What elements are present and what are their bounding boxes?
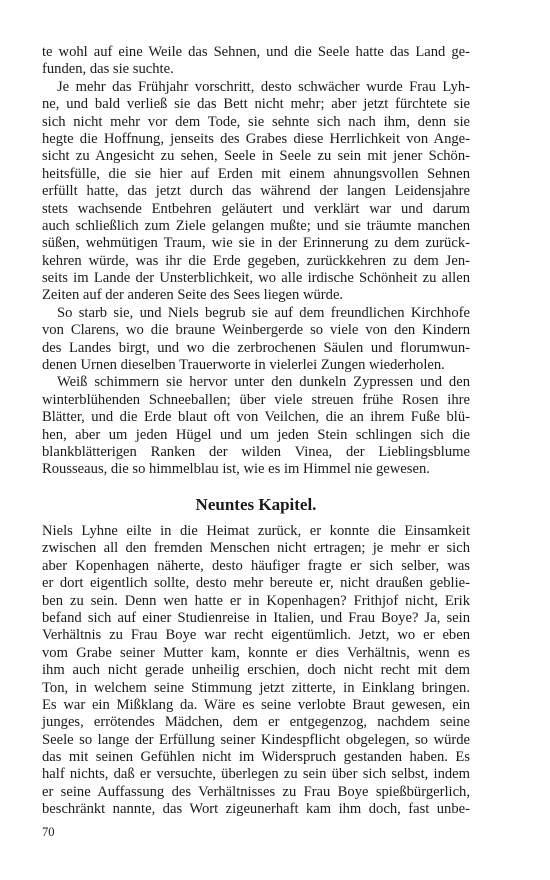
text-line: hen, aber um jeden Hügel und um jeden Stein schlingen sich die [42, 426, 470, 443]
text-line: Blätter, und die Erde blaut oft von Veilchen, die an ihrem Fuße blü- [42, 409, 470, 426]
text-line: aber Kopenhagen näherte, desto häufiger fragte er sich selber, was [42, 557, 470, 574]
text-line: ihm auch nicht gerade unheilig erschien, doch nicht recht mit dem [42, 662, 470, 679]
text-line: auch schließlich zum Ziele gelangen mußte; und sie träumte manchen [42, 217, 470, 234]
text-line: Verhältnis zu Frau Boye war recht eigentümlich. Jetzt, wo er eben [42, 627, 470, 644]
text-line: junges, errötendes Mädchen, dem er entgegenzog, nachdem seine [42, 714, 470, 731]
text-line: beschränkt nannte, das Wort zigeunerhaft kam ihm doch, fast unbe- [42, 801, 470, 818]
text-line: blankblätterigen Ranken der wilden Vinea, der Lieblingsblume [42, 443, 470, 460]
text-line: ne, und bald verließ sie das Bett nicht mehr; aber jetzt fürchtete sie [42, 96, 470, 113]
text-line: zwischen all den fremden Menschen nicht ertragen; je mehr er sich [42, 540, 470, 557]
text-line: Ton, in welchem seine Stimmung jetzt zitterte, in Einklang bringen. [42, 679, 470, 696]
text-line: So starb sie, und Niels begrub sie auf dem freundlichen Kirchhofe [57, 304, 470, 321]
text-line: Weiß schimmern sie hervor unter den dunkeln Zypressen und den [57, 374, 470, 391]
text-line: des Landes birgt, und wo die zerbrochenen Säulen und florumwun- [42, 339, 470, 356]
text-line: sicht zu Angesicht zu sehen, Seele in Seele zu sein mit jener Schön- [42, 148, 470, 165]
text-line: Je mehr das Frühjahr vorschritt, desto schwächer wurde Frau Lyh- [57, 78, 470, 95]
text-line: Zeiten auf der anderen Seite des Sees liegen würde. [42, 287, 344, 304]
text-line: ben zu sein. Denn wen hatte er in Kopenhagen? Frithjof nicht, Erik [42, 592, 470, 609]
text-line: er dort eigentlich sollte, desto mehr bereute er, nicht draußen geblie- [42, 575, 470, 592]
text-line: funden, das sie suchte. [42, 61, 174, 78]
text-line: Rousseaus, die so himmelblau ist, wie es im Himmel nie gewesen. [42, 461, 430, 478]
text-line: half nichts, daß er versuchte, überlegen zu sein über sich selbst, indem [42, 766, 470, 783]
text-line: Es war ein Mißklang da. Wäre es seine verlobte Braut gewesen, ein [42, 696, 470, 713]
text-line: denen Urnen dieselben Trauerworte in vielerlei Zungen wiederholen. [42, 357, 445, 374]
chapter-title: Neuntes Kapitel. [195, 495, 317, 514]
text-line: von Clarens, wo die braune Weinbergerde so viele von den Kindern [42, 322, 470, 339]
text-line: stets wachsende Entbehren geläutert und verklärt war und darum [42, 200, 470, 217]
text-line: das mit seinen Gefühlen nicht im Widerspruch gestanden haben. Es [42, 749, 470, 766]
text-before-chapter [42, 44, 470, 479]
page-number: 70 [42, 825, 55, 839]
text-line: vom Grabe seiner Mutter kam, konnte er dies Verhältnis, wenn es [42, 644, 470, 661]
text-line: erfüllt hatte, das jetzt durch das während der langen Leidensjahre [42, 183, 470, 200]
text-line: befand sich auf einer Studienreise in Italien, und Frau Boye? Ja, sein [42, 609, 470, 626]
text-line: heitsfülle, die sie hier auf Erden mit einem ahnungsvollen Sehnen [42, 165, 470, 182]
text-line: sich nicht mehr vor dem Tode, sie sehnte sich nach ihm, denn sie [42, 113, 470, 130]
text-line: winterblühenden Schneeballen; über viele streuen frühe Rosen ihre [42, 391, 470, 408]
text-line: hegte die Hoffnung, jenseits des Grabes diese Herrlichkeit von Ange- [42, 130, 470, 147]
text-line: Seele so lange der Erfüllung seiner Kindespflicht obgelegen, so würde [42, 731, 470, 748]
text-after-chapter [42, 523, 470, 819]
text-line: süßen, wehmütigen Traum, wie sie in der Erinnerung zu dem zurück- [42, 235, 470, 252]
text-line: te wohl auf eine Weile das Sehnen, und die Seele hatte das Land ge- [42, 44, 470, 60]
text-line: kehren würde, was ihr die Erde gegeben, zurückkehren zu dem Jen- [42, 252, 470, 269]
text-line: er seine Auffassung des Verhältnisses zu Frau Boye spießbürgerlich, [42, 783, 470, 800]
text-line: seits im Lande der Unsterblichkeit, wo alle irdische Schönheit zu allen [42, 270, 470, 287]
text-line: Niels Lyhne eilte in die Heimat zurück, er konnte die Einsamkeit [42, 523, 470, 539]
